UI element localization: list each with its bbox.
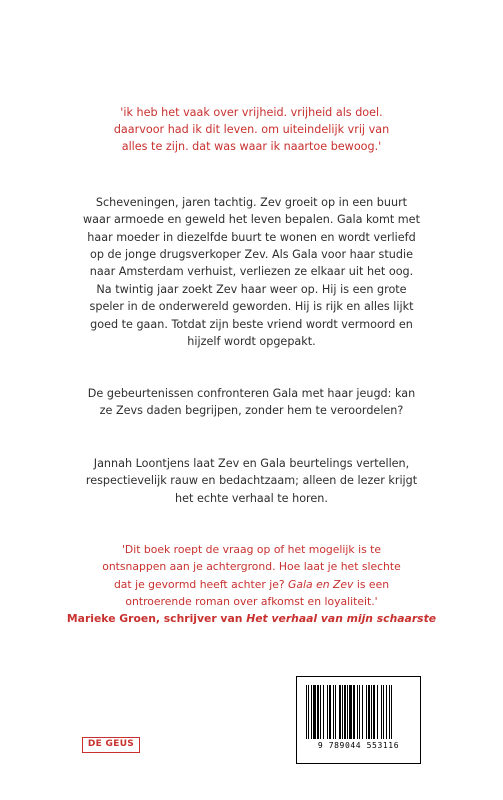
- review-line: [55, 576, 448, 593]
- barcode-bar: [329, 685, 331, 739]
- review-quote: [55, 541, 448, 627]
- text-line: De gebeurtenissen confronteren Gala met haar jeugd: kan: [87, 387, 416, 400]
- barcode-bar: [383, 685, 384, 739]
- barcode-bar: [342, 685, 343, 739]
- text-line: ze Zevs daden begrijpen, zonder hem te veroordelen?: [99, 404, 404, 418]
- review-line: 'Dit boek roept de vraag op of het mogelijk is te: [121, 543, 382, 556]
- barcode-bar: [373, 685, 375, 739]
- text-line: op de jonge drugsverkoper Zev. Als Gala voor haar studie: [90, 247, 413, 261]
- barcode-bar: [327, 685, 328, 739]
- text-line: hijzelf wordt opgepakt.: [187, 334, 316, 348]
- barcode-bar: [386, 685, 387, 739]
- review-text: dat je gevormd heeft achter je?: [113, 577, 289, 591]
- barcode-bar: [368, 685, 370, 739]
- barcode-bar: [349, 685, 352, 739]
- barcode-bar: [359, 685, 360, 739]
- text-line: het echte verhaal te horen.: [175, 491, 328, 505]
- barcode-bar: [339, 685, 341, 739]
- barcode-bar: [357, 685, 358, 739]
- top-quote: [60, 104, 443, 155]
- top-quote-line: alles te zijn. dat was waar ik naartoe bewoog.': [121, 140, 382, 153]
- barcode-bar: [371, 685, 372, 739]
- isbn-number: 9 789044 553116: [317, 741, 400, 750]
- barcode-bar: [335, 685, 336, 739]
- barcode-bar: [347, 685, 348, 739]
- barcode-bar: [313, 685, 316, 739]
- barcode-bar: [317, 685, 319, 739]
- barcode-bar: [377, 685, 378, 739]
- barcode-bars: [306, 685, 413, 741]
- text-line: goed te gaan. Totdat zijn beste vriend wordt vermoord en: [90, 317, 413, 331]
- book-title: Gala en Zev: [288, 577, 354, 591]
- review-line: ontroerende roman over afkomst en loyaliteit.': [125, 594, 378, 608]
- attribution-book-title: Het verhaal van mijn schaarste: [246, 612, 437, 626]
- barcode-bar: [311, 685, 312, 739]
- text-line: speler in de onderwereld geworden. Hij is rijk en alles lijkt: [89, 300, 414, 314]
- synopsis-paragraph-4: [60, 455, 443, 507]
- barcode-bar: [353, 685, 355, 739]
- barcode-bar: [366, 685, 367, 739]
- barcode-bar: [362, 685, 363, 739]
- barcode-bar: [381, 685, 382, 739]
- barcode-bar: [333, 685, 334, 739]
- review-line: ontsnappen aan je achtergrond. Hoe laat je het slechte: [102, 560, 401, 574]
- review-attribution: [55, 610, 448, 627]
- review-text: is een: [353, 577, 390, 591]
- barcode-bar: [320, 685, 321, 739]
- top-quote-line: daarvoor had ik dit leven. om uiteindelijk vrij van: [113, 123, 390, 136]
- synopsis-paragraph-1: [60, 194, 443, 280]
- attribution-author: Marieke Groen, schrijver van: [66, 612, 247, 626]
- publisher-logo: DE GEUS: [82, 737, 140, 753]
- synopsis-paragraph-3: [60, 385, 443, 420]
- barcode-bar: [323, 685, 324, 739]
- barcode-bar: [391, 685, 392, 739]
- text-line: Jannah Loontjens laat Zev en Gala beurtelings vertellen,: [93, 457, 410, 470]
- text-line: haar moeder in diezelfde buurt te wonen en wordt verliefd: [87, 230, 416, 244]
- synopsis-paragraph-2: [60, 281, 443, 350]
- barcode-bar: [306, 685, 307, 739]
- barcode-bar: [308, 685, 309, 739]
- text-line: respectievelijk rauw en bedachtzaam; alleen de lezer krijgt: [85, 474, 418, 488]
- text-line: Na twintig jaar zoekt Zev haar weer op. Hij is een grote: [96, 283, 407, 296]
- top-quote-line: 'ik heb het vaak over vrijheid. vrijheid als doel.: [120, 106, 383, 119]
- text-line: waar armoede en geweld het leven bepalen. Gala komt met: [83, 213, 420, 227]
- barcode-bar: [389, 685, 390, 739]
- barcode: [296, 676, 421, 764]
- text-line: naar Amsterdam verhuist, verliezen ze elkaar uit het oog.: [89, 265, 414, 279]
- barcode-bar: [344, 685, 346, 739]
- text-line: Scheveningen, jaren tachtig. Zev groeit op in een buurt: [95, 196, 408, 209]
